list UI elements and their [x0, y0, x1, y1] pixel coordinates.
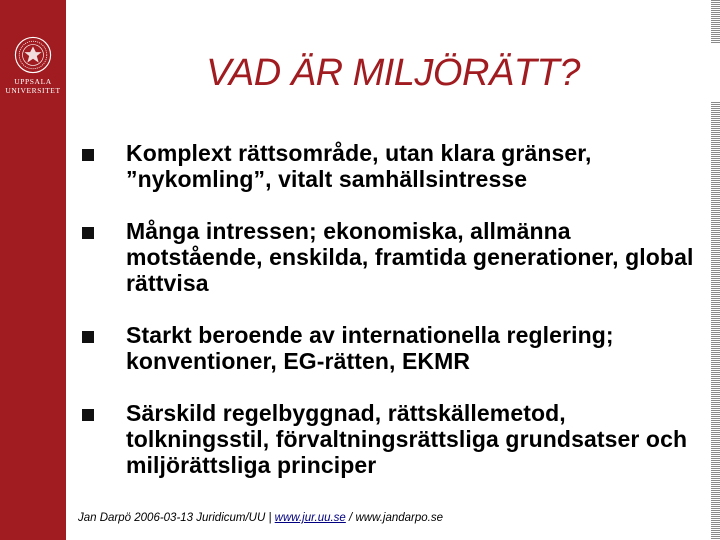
bullet-item	[82, 218, 702, 296]
bullet-square-icon	[82, 149, 94, 161]
university-name	[0, 77, 66, 95]
bullet-square-icon	[82, 227, 94, 239]
footer	[78, 512, 443, 524]
bullet-text: Starkt beroende av internationella reglering; konventioner, EG-rätten, EKMR	[126, 322, 614, 374]
bullet-list	[82, 140, 702, 504]
bullet-square-icon	[82, 331, 94, 343]
footer-separator: /	[349, 512, 353, 524]
uppsala-seal-icon	[14, 36, 52, 74]
edge-pattern-top	[711, 0, 720, 44]
university-line1: UPPSALA	[14, 77, 52, 86]
slide-title: VAD ÄR MILJÖRÄTT?	[206, 52, 580, 94]
bullet-item	[82, 140, 702, 192]
footer-link-jandarpo[interactable]: www.jandarpo.se	[355, 512, 444, 524]
bullet-text: Komplext rättsområde, utan klara gränser, ”nykomling”, vitalt samhällsintresse	[126, 140, 592, 192]
bullet-text: Många intressen; ekonomiska, allmänna motstående, enskilda, framtida generationer, global rättvisa	[126, 218, 694, 296]
footer-link-jur[interactable]: www.jur.uu.se	[274, 512, 346, 524]
footer-author: Jan Darpö 2006-03-13 Juridicum/UU |	[78, 512, 272, 524]
sidebar	[0, 0, 66, 540]
bullet-item	[82, 400, 702, 478]
bullet-text: Särskild regelbyggnad, rättskällemetod, tolkningsstil, förvaltningsrättsliga grundsatser och miljörättsliga principer	[126, 400, 688, 478]
university-line2: UNIVERSITET	[5, 86, 61, 95]
bullet-square-icon	[82, 409, 94, 421]
edge-pattern-side	[711, 102, 720, 540]
bullet-item	[82, 322, 702, 374]
